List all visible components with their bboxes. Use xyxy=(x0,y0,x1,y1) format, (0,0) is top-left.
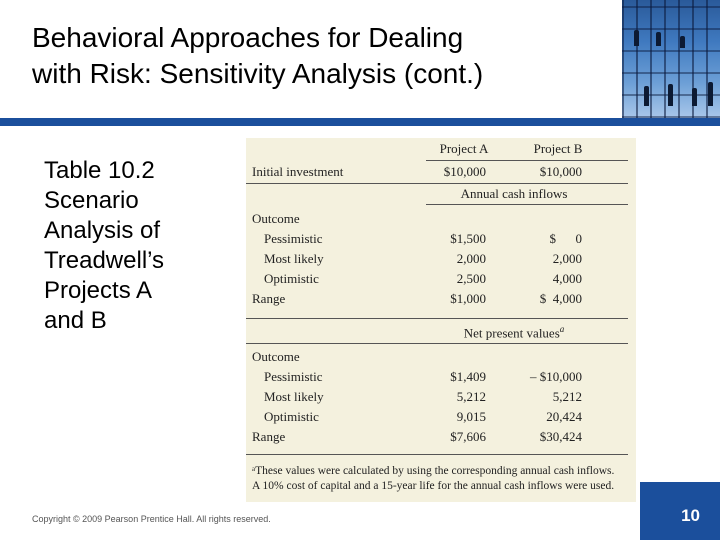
cell-project-b: 2,000 xyxy=(552,251,582,266)
caption-line: Projects A xyxy=(44,277,153,304)
silhouette-figure xyxy=(692,88,697,106)
column-header-project-a: Project A xyxy=(439,141,489,156)
row-label: Pessimistic xyxy=(264,231,323,246)
table-header-row xyxy=(246,141,636,159)
table-row xyxy=(246,231,636,249)
header-rule xyxy=(426,160,628,161)
table-row xyxy=(246,409,636,427)
table-row xyxy=(246,349,636,367)
row-label: Range xyxy=(252,429,286,444)
section-rule xyxy=(246,343,628,344)
table-row xyxy=(246,291,636,309)
table-footnote xyxy=(252,464,636,494)
section-heading-cash-inflows: Annual cash inflows xyxy=(460,186,568,201)
cell-project-b: $ 0 xyxy=(549,231,582,246)
section-heading-row xyxy=(246,324,636,342)
cell-project-b: 20,424 xyxy=(546,409,582,424)
column-header-project-b: Project B xyxy=(533,141,583,156)
silhouette-figure xyxy=(656,32,661,46)
row-label: Most likely xyxy=(264,251,324,266)
cell-project-a: 9,015 xyxy=(456,409,486,424)
silhouette-figure xyxy=(634,30,639,46)
section-heading-row xyxy=(246,186,636,204)
cell-project-a: $1,000 xyxy=(450,291,486,306)
title-line-1: Behavioral Approaches for Dealing xyxy=(32,22,464,53)
row-label: Outcome xyxy=(252,211,300,226)
row-label: Most likely xyxy=(264,389,324,404)
silhouette-figure xyxy=(680,36,685,48)
scenario-analysis-table xyxy=(246,138,636,502)
table-row xyxy=(246,251,636,269)
cell-project-a: $10,000 xyxy=(443,164,486,179)
table-row xyxy=(246,211,636,229)
table-row xyxy=(246,369,636,387)
caption-line: Analysis of xyxy=(44,217,161,244)
table-row xyxy=(246,164,636,182)
cell-project-a: 2,500 xyxy=(456,271,486,286)
footnote-line-2: A 10% cost of capital and a 15-year life for the annual cash inflows were used. xyxy=(252,480,615,492)
office-building-photo-icon xyxy=(622,0,720,118)
row-label: Range xyxy=(252,291,286,306)
row-label: Outcome xyxy=(252,349,300,364)
row-label: Optimistic xyxy=(264,271,319,286)
caption-table-id: Table 10.2 xyxy=(44,157,155,184)
table-row xyxy=(246,271,636,289)
cell-project-b: 5,212 xyxy=(552,389,582,404)
cell-project-a: $1,409 xyxy=(450,369,486,384)
section-rule xyxy=(426,204,628,205)
caption-line: and B xyxy=(44,307,107,334)
header-divider-bar xyxy=(0,118,720,126)
row-rule xyxy=(246,318,628,319)
page-number: 10 xyxy=(681,506,700,525)
row-label: Initial investment xyxy=(252,164,344,179)
cell-project-a: 2,000 xyxy=(456,251,486,266)
caption-line: Treadwell’s xyxy=(44,247,165,274)
title-line-2: with Risk: Sensitivity Analysis (cont.) xyxy=(32,58,484,89)
footnote-line-1: ᵃThese values were calculated by using the corresponding annual cash inflows. xyxy=(252,465,615,477)
footnote-marker: a xyxy=(559,324,565,334)
table-row xyxy=(246,389,636,407)
slide-title xyxy=(32,20,592,92)
row-rule xyxy=(246,183,628,184)
page-number-box xyxy=(640,482,720,540)
cell-project-b: $ 4,000 xyxy=(539,291,582,306)
row-rule xyxy=(246,454,628,455)
cell-project-a: 5,212 xyxy=(456,389,486,404)
cell-project-b: $10,000 xyxy=(539,164,582,179)
row-label: Optimistic xyxy=(264,409,319,424)
cell-project-b: – $10,000 xyxy=(530,369,582,384)
cell-project-a: $7,606 xyxy=(450,429,486,444)
table-row xyxy=(246,429,636,447)
section-heading-npv xyxy=(396,324,632,341)
silhouette-figure xyxy=(708,82,713,106)
silhouette-figure xyxy=(644,86,649,106)
copyright-notice: Copyright © 2009 Pearson Prentice Hall. All rights reserved. xyxy=(32,514,271,524)
silhouette-figure xyxy=(668,84,673,106)
section-heading-npv-text: Net present values xyxy=(463,325,560,341)
cell-project-b: 4,000 xyxy=(552,271,582,286)
caption-line: Scenario xyxy=(44,187,139,214)
table-caption xyxy=(44,156,224,336)
row-label: Pessimistic xyxy=(264,369,323,384)
cell-project-a: $1,500 xyxy=(450,231,486,246)
cell-project-b: $30,424 xyxy=(539,429,582,444)
